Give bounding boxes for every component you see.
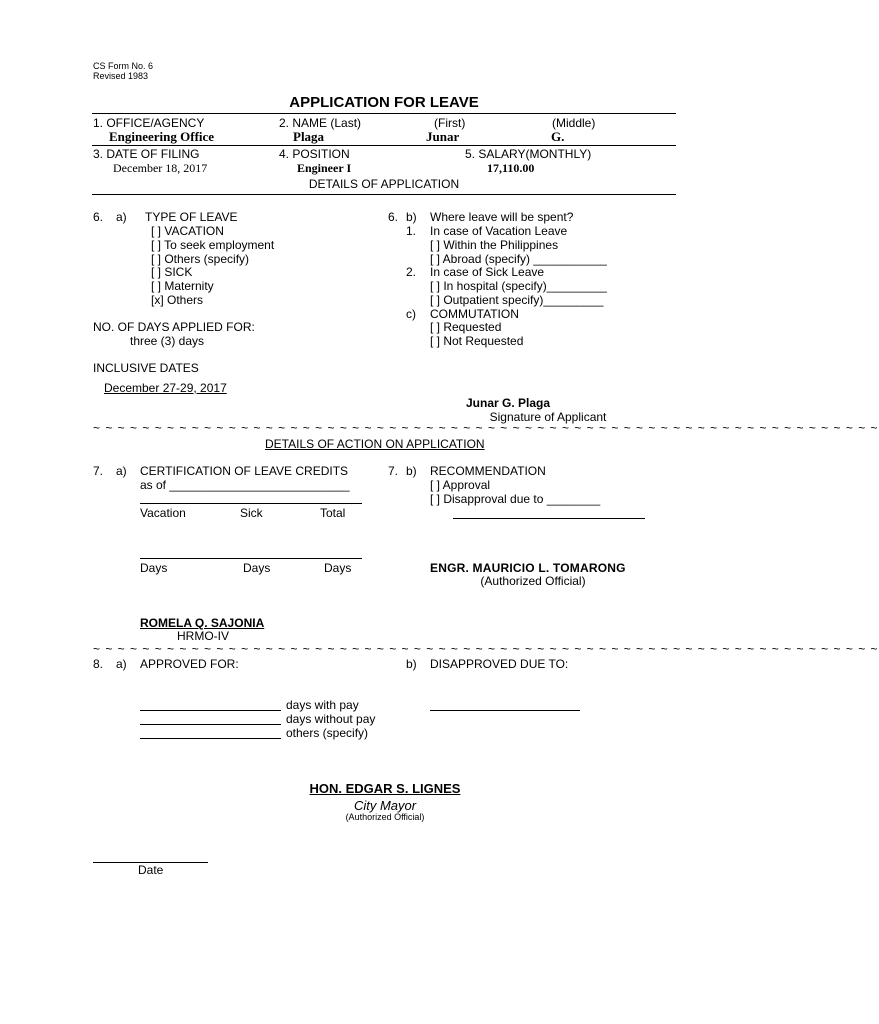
days-sick-label: Days xyxy=(243,561,271,575)
leave-others-checkbox[interactable]: [x] Others xyxy=(151,293,204,307)
days-vacation-label: Days xyxy=(140,561,168,575)
office-label: 1. OFFICE/AGENCY xyxy=(93,116,205,130)
leave-seek-employment-checkbox[interactable]: [ ] To seek employment xyxy=(151,238,275,252)
mayor-caption: (Authorized Official) xyxy=(345,812,425,822)
days-without-pay-label: days without pay xyxy=(286,712,376,726)
hrmo-title: HRMO-IV xyxy=(177,629,229,643)
title-rule xyxy=(92,113,676,114)
sick-case-number: 2. xyxy=(406,265,417,279)
leave-credits-as-of[interactable]: as of ___________________________ xyxy=(140,478,350,492)
tilde-divider-2: ~ ~ ~ ~ ~ ~ ~ ~ ~ ~ ~ ~ ~ ~ ~ ~ ~ ~ ~ ~ ~ ~ ~ ~ ~ ~ ~ ~ ~ ~ ~ ~ ~ ~ ~ ~ ~ ~ ~ ~ ~ ~ ~ ~ ~ ~ ~ ~ ~ ~ ~ ~ ~ ~ ~ ~ ~ ~ ~ ~ ~ ~ ~ ~ xyxy=(93,642,879,656)
abroad-checkbox[interactable]: [ ] Abroad (specify) ___________ xyxy=(430,252,607,266)
applicant-signature-caption: Signature of Applicant xyxy=(489,410,607,424)
office-value: Engineering Office xyxy=(109,129,215,144)
s6b-letter: b) xyxy=(406,210,417,224)
s8b-letter: b) xyxy=(406,657,417,671)
approval-checkbox[interactable]: [ ] Approval xyxy=(430,478,491,492)
name-first-value: Junar xyxy=(426,129,460,144)
vacation-case-label: In case of Vacation Leave xyxy=(430,224,568,238)
date-caption: Date xyxy=(138,863,164,877)
recommendation-title: RECOMMENDATION xyxy=(430,464,546,478)
leave-credits-title: CERTIFICATION OF LEAVE CREDITS xyxy=(140,464,349,478)
commutation-not-requested-checkbox[interactable]: [ ] Not Requested xyxy=(430,334,524,348)
row1-rule xyxy=(92,145,676,146)
recommending-official-name: ENGR. MAURICIO L. TOMARONG xyxy=(430,561,626,575)
salary-value: 17,110.00 xyxy=(487,161,535,175)
days-with-pay-label: days with pay xyxy=(286,698,359,712)
salary-label: 5. SALARY(MONTHLY) xyxy=(465,147,592,161)
hrmo-name: ROMELA Q. SAJONIA xyxy=(140,616,265,630)
leave-location-title: Where leave will be spent? xyxy=(430,210,574,224)
leave-type-title: TYPE OF LEAVE xyxy=(145,210,238,224)
with-pay-line xyxy=(140,710,281,711)
name-first-label: (First) xyxy=(434,116,466,130)
commutation-label: COMMUTATION xyxy=(430,307,519,321)
days-total-label: Days xyxy=(324,561,352,575)
row2-rule xyxy=(92,194,676,195)
others-specify-label: others (specify) xyxy=(286,726,369,740)
s6b-number: 6. xyxy=(388,210,399,224)
name-last-value: Plaga xyxy=(293,129,325,144)
in-hospital-checkbox[interactable]: [ ] In hospital (specify)_________ xyxy=(430,279,607,293)
vacation-case-number: 1. xyxy=(406,224,417,238)
days-applied-value: three (3) days xyxy=(130,334,205,348)
outpatient-checkbox[interactable]: [ ] Outpatient specify)_________ xyxy=(430,293,604,307)
others-line xyxy=(140,738,281,739)
col-total-label: Total xyxy=(320,506,346,520)
disapproved-reason-line xyxy=(430,710,580,711)
leave-vacation-checkbox[interactable]: [ ] VACATION xyxy=(151,224,224,238)
col-sick-label: Sick xyxy=(240,506,263,520)
without-pay-line xyxy=(140,724,281,725)
within-philippines-checkbox[interactable]: [ ] Within the Philippines xyxy=(430,238,559,252)
disapproval-checkbox[interactable]: [ ] Disapproval due to ________ xyxy=(430,492,601,506)
name-middle-label: (Middle) xyxy=(552,116,596,130)
action-heading: DETAILS OF ACTION ON APPLICATION xyxy=(265,437,485,451)
s8a-number: 8. xyxy=(93,657,104,671)
date-filing-value: December 18, 2017 xyxy=(113,161,208,175)
name-middle-value: G. xyxy=(551,129,565,144)
date-filing-label: 3. DATE OF FILING xyxy=(93,147,200,161)
applicant-signature: Junar G. Plaga xyxy=(465,396,551,410)
name-last-label: 2. NAME (Last) xyxy=(279,116,362,130)
mayor-name: HON. EDGAR S. LIGNES xyxy=(309,781,461,796)
commutation-requested-checkbox[interactable]: [ ] Requested xyxy=(430,320,502,334)
s8a-letter: a) xyxy=(116,657,127,671)
commutation-letter: c) xyxy=(406,307,416,321)
s7a-number: 7. xyxy=(93,464,104,478)
credits-line-1 xyxy=(140,503,362,504)
leave-maternity-checkbox[interactable]: [ ] Maternity xyxy=(151,279,214,293)
form-number: CS Form No. 6 xyxy=(93,61,154,71)
col-vacation-label: Vacation xyxy=(140,506,186,520)
s7a-letter: a) xyxy=(116,464,127,478)
s6a-letter: a) xyxy=(116,210,127,224)
position-label: 4. POSITION xyxy=(279,147,350,161)
days-applied-label: NO. OF DAYS APPLIED FOR: xyxy=(93,320,255,334)
s6a-number: 6. xyxy=(93,210,104,224)
inclusive-dates-label: INCLUSIVE DATES xyxy=(93,361,199,375)
recommending-official-caption: (Authorized Official) xyxy=(480,574,586,588)
tilde-divider-1: ~ ~ ~ ~ ~ ~ ~ ~ ~ ~ ~ ~ ~ ~ ~ ~ ~ ~ ~ ~ ~ ~ ~ ~ ~ ~ ~ ~ ~ ~ ~ ~ ~ ~ ~ ~ ~ ~ ~ ~ ~ ~ ~ ~ ~ ~ ~ ~ ~ ~ ~ ~ ~ ~ ~ ~ ~ ~ ~ ~ ~ ~ ~ ~ xyxy=(93,421,879,435)
leave-others-vacation-checkbox[interactable]: [ ] Others (specify) xyxy=(151,252,250,266)
credits-line-2 xyxy=(140,558,362,559)
details-heading: DETAILS OF APPLICATION xyxy=(308,177,460,191)
s7b-number: 7. xyxy=(388,464,399,478)
s7b-letter: b) xyxy=(406,464,417,478)
form-revision: Revised 1983 xyxy=(93,71,149,81)
sick-case-label: In case of Sick Leave xyxy=(430,265,545,279)
position-value: Engineer I xyxy=(297,161,352,175)
disapproved-due-title: DISAPPROVED DUE TO: xyxy=(430,657,569,671)
leave-sick-checkbox[interactable]: [ ] SICK xyxy=(151,265,193,279)
approved-for-title: APPROVED FOR: xyxy=(140,657,239,671)
form-title: APPLICATION FOR LEAVE xyxy=(289,94,479,111)
inclusive-dates-value: December 27-29, 2017 xyxy=(104,381,227,395)
disapproval-reason-line xyxy=(453,518,645,519)
mayor-title: City Mayor xyxy=(353,798,417,813)
